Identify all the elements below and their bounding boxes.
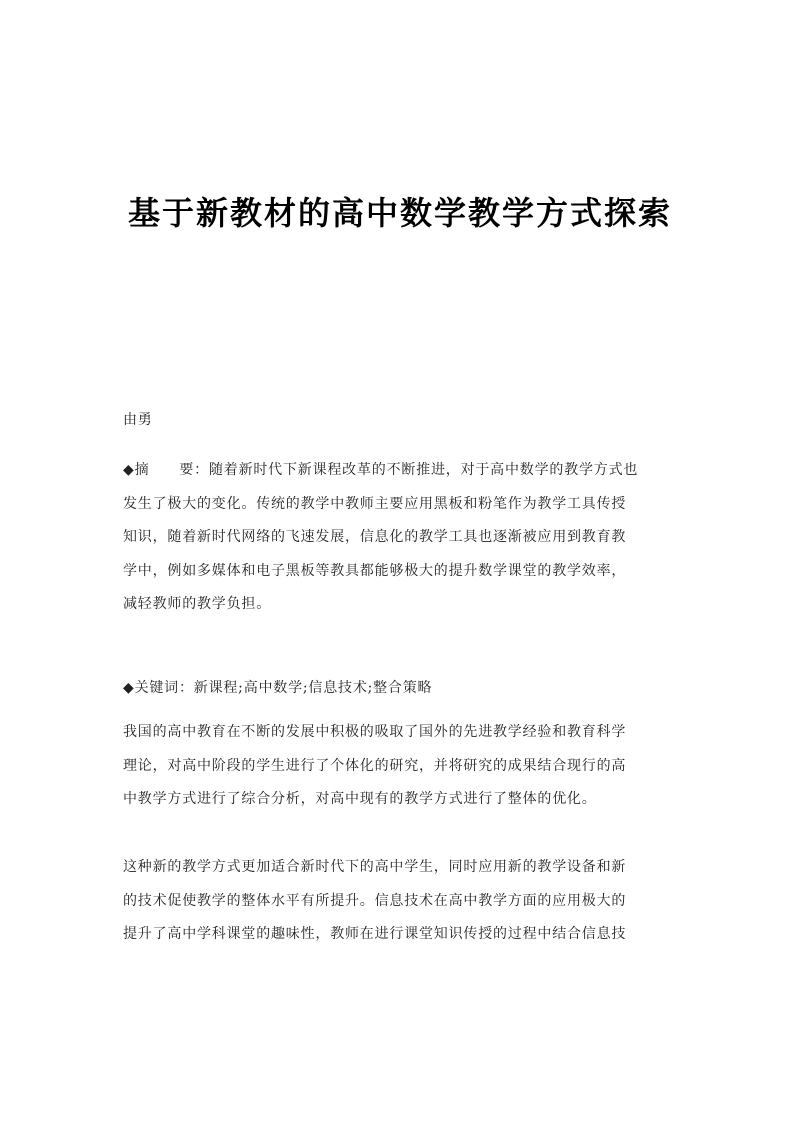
abstract-label-rest: 要： (179, 462, 209, 478)
paper-title: 基于新教材的高中数学教学方式探索 (127, 194, 672, 232)
abstract-section (123, 460, 683, 628)
abstract-line-5: 减轻教师的教学负担。 (123, 596, 271, 612)
paragraph-line: 的技术促使教学的整体水平有所提升。信息技术在高中教学方面的应用极大的 (123, 892, 627, 909)
abstract-line-2: 发生了极大的变化。传统的教学中教师主要应用黑板和粉笔作为教学工具传授 (123, 495, 627, 512)
keywords-text: 新课程;高中数学;信息技术;整合策略 (193, 680, 433, 696)
paragraph-line: 理论，对高中阶段的学生进行了个体化的研究，并将研究的成果结合现行的高 (123, 757, 627, 774)
keywords-label: ◆关键词： (123, 680, 194, 696)
abstract-line-1 (123, 460, 683, 494)
author-name: 由勇 (123, 412, 153, 428)
paragraph-line: 我国的高中教育在不断的发展中积极的吸取了国外的先进教学经验和教育科学 (123, 724, 627, 740)
body-paragraph-1 (123, 722, 683, 823)
paragraph-line: 这种新的教学方式更加适合新时代下的高中学生，同时应用新的教学设备和新 (123, 859, 627, 875)
abstract-line-3: 知识，随着新时代网络的飞速发展，信息化的教学工具也逐渐被应用到教育教 (123, 529, 627, 545)
abstract-line-4: 学中，例如多媒体和电子黑板等教具都能够极大的提升数学课堂的教学效率， (123, 562, 627, 579)
body-paragraph-2 (123, 857, 683, 958)
paragraph-line: 中教学方式进行了综合分析，对高中现有的教学方式进行了整体的优化。 (123, 791, 597, 807)
keywords-section (123, 678, 683, 712)
abstract-text: 随着新时代下新课程改革的不断推进，对于高中数学的教学方式也 (208, 462, 639, 478)
paragraph-line: 提升了高中学科课堂的趣味性，教师在进行课堂知识传授的过程中结合信息技 (123, 926, 627, 942)
abstract-label-marker: ◆摘 (123, 462, 150, 478)
